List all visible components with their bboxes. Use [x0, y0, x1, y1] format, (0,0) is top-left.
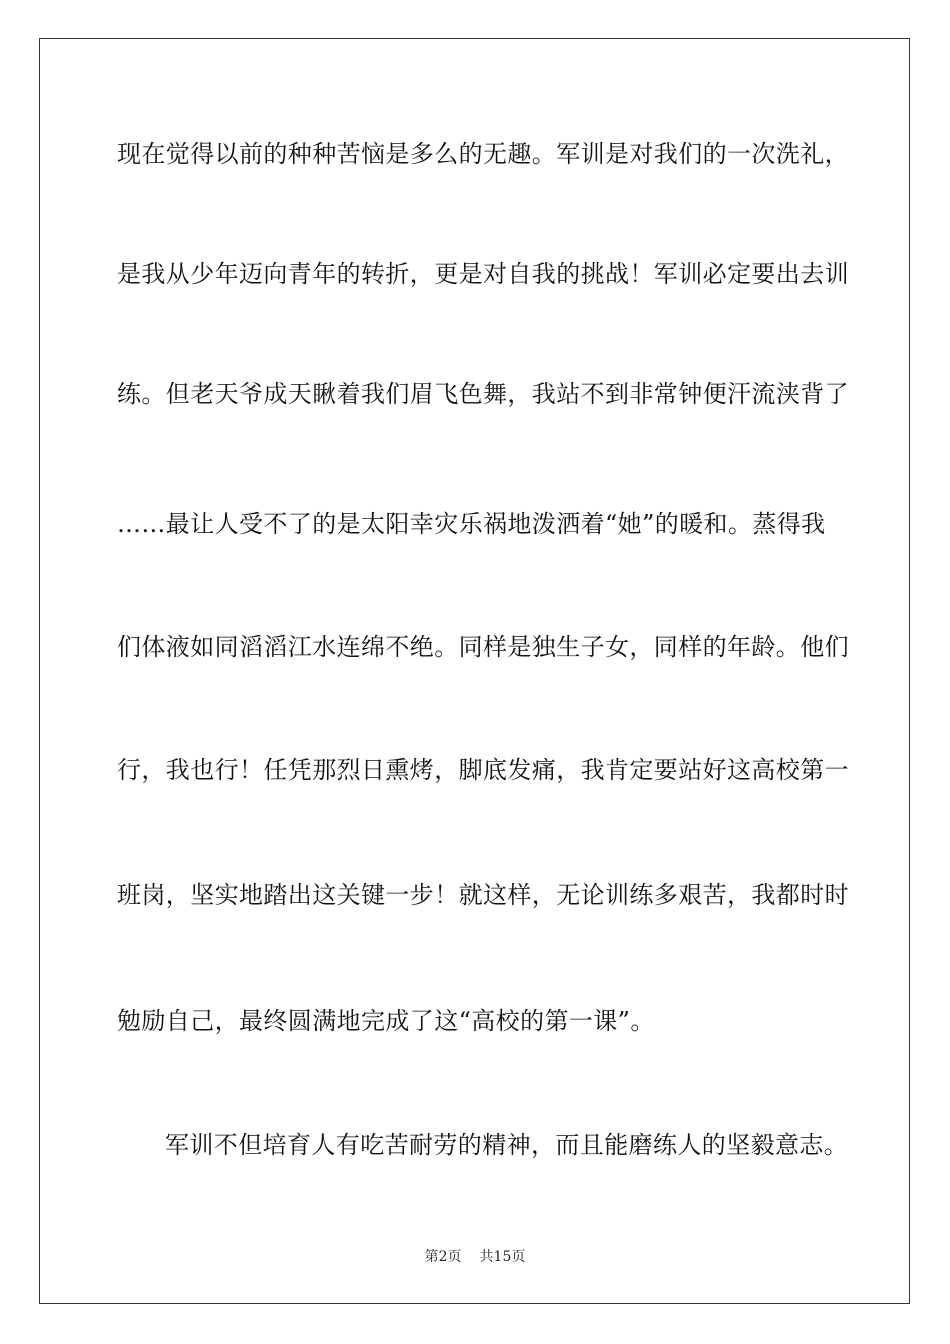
body-text-line-4: ……最让人受不了的是太阳幸灾乐祸地泼洒着“她”的暖和。蒸得我: [117, 510, 826, 538]
body-text-line-5: 们体液如同滔滔江水连绵不绝。同样是独生子女，同样的年龄。他们: [117, 633, 849, 661]
body-text-line-6: 行，我也行！任凭那烈日熏烤，脚底发痛，我肯定要站好这高校第一: [117, 756, 849, 784]
body-text-line-3: 练。但老天爷成天瞅着我们眉飞色舞，我站不到非常钟便汗流浃背了: [117, 380, 849, 408]
body-text-line-2: 是我从少年迈向青年的转折，更是对自我的挑战！军训必定要出去训: [117, 260, 849, 288]
page-total: 共15页: [479, 1249, 526, 1265]
page-number: 第2页: [424, 1249, 462, 1265]
body-text-line-7: 班岗，坚实地踏出这关键一步！就这样，无论训练多艰苦，我都时时: [117, 881, 849, 909]
paragraph-first-line: 军训不但培育人有吃苦耐劳的精神，而且能磨练人的坚毅意志。: [165, 1131, 849, 1159]
page-border: [39, 38, 910, 1304]
page-footer: [0, 1248, 950, 1266]
body-text-line-8: 勉励自己，最终圆满地完成了这“高校的第一课”。: [117, 1007, 655, 1035]
body-text-line-1: 现在觉得以前的种种苦恼是多么的无趣。军训是对我们的一次洗礼，: [117, 140, 849, 168]
